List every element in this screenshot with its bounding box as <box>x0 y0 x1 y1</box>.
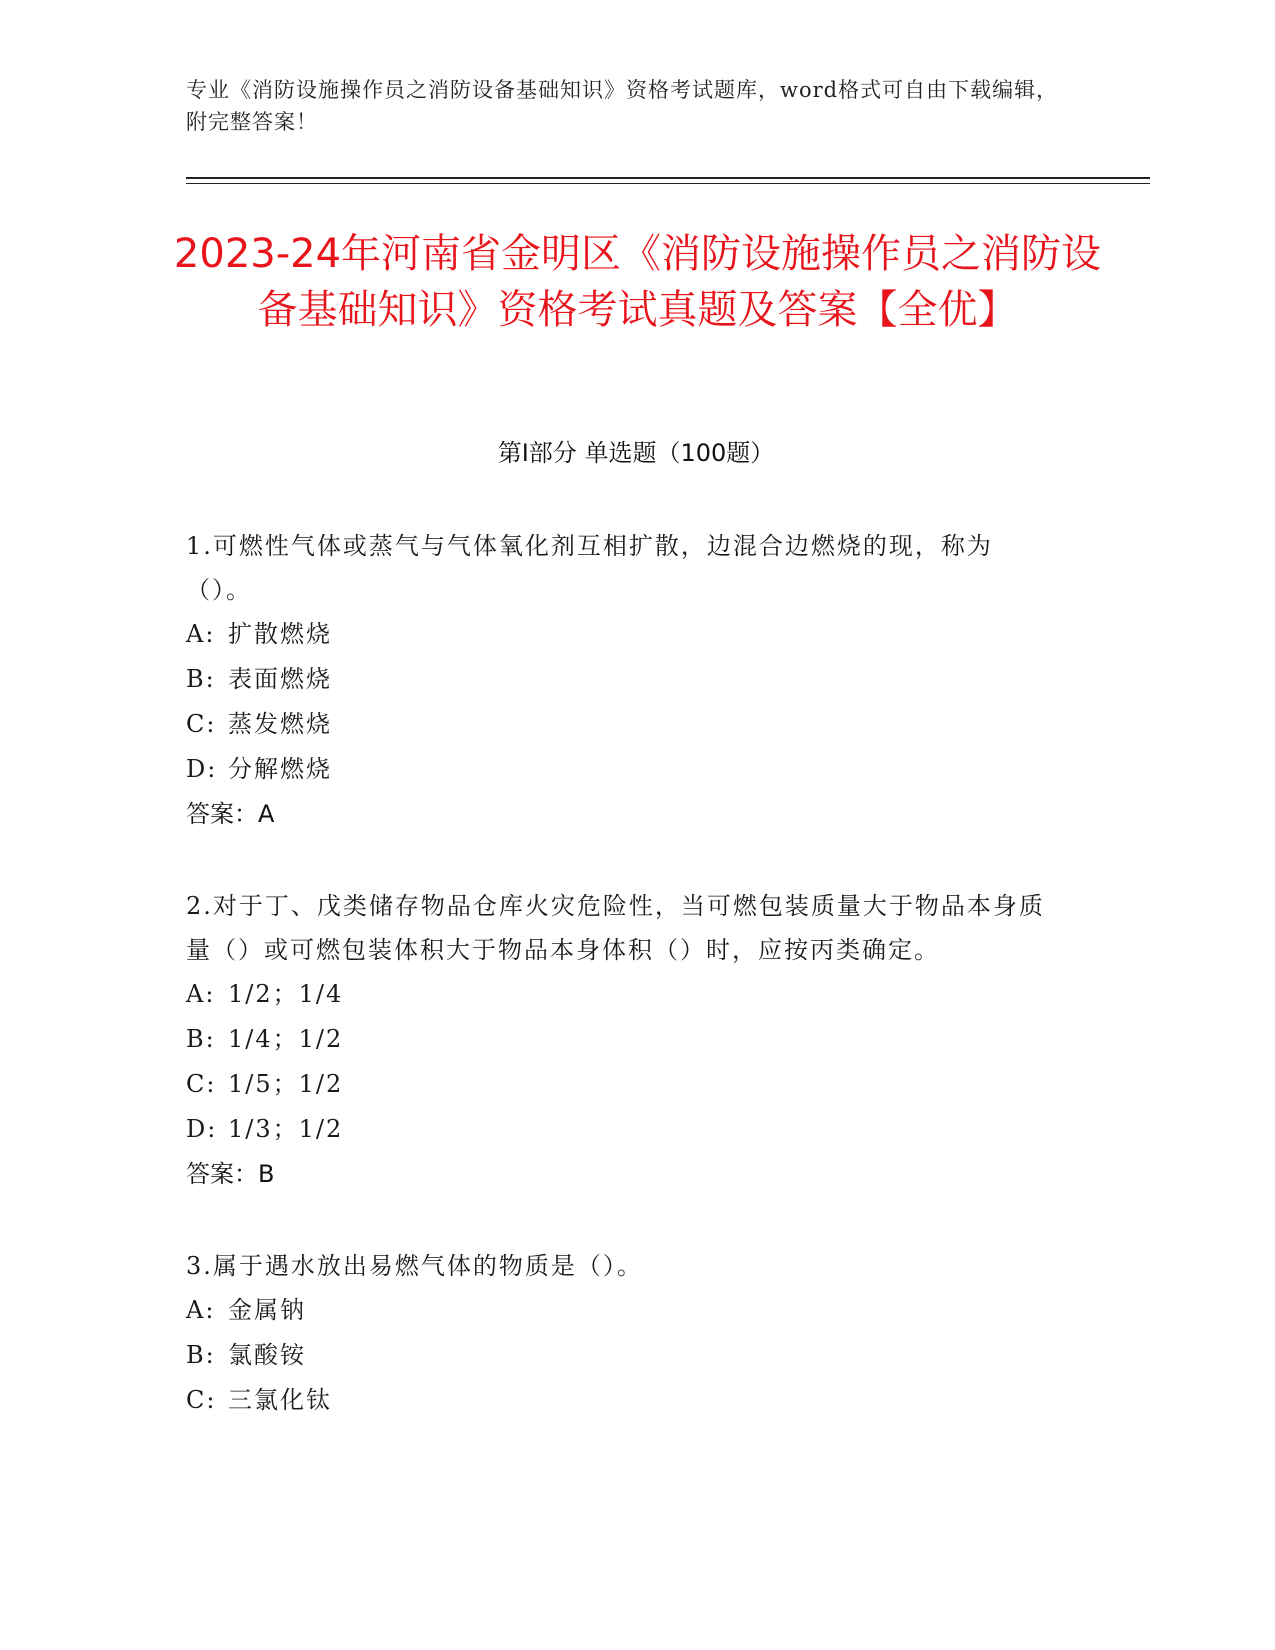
option-key: A: <box>186 620 216 648</box>
answer-line <box>186 1152 1046 1196</box>
option-c <box>186 1378 1046 1423</box>
option-key: D: <box>186 1115 218 1143</box>
option-key: D: <box>186 755 218 783</box>
section-title: 第I部分 单选题（100题） <box>497 439 775 467</box>
question-3 <box>186 1244 1046 1423</box>
option-text: 1/4；1/2 <box>228 1025 344 1053</box>
header-rule-thin <box>186 183 1150 184</box>
header-note: 专业《消防设施操作员之消防设备基础知识》资格考试题库，word格式可自由下载编辑，附完整答案！ <box>186 78 1059 134</box>
question-2 <box>186 884 1046 1196</box>
option-text: 氯酸铵 <box>228 1341 306 1369</box>
answer-label: 答案： <box>186 800 258 828</box>
document-title: 2023-24年河南省金明区《消防设施操作员之消防设备基础知识》资格考试真题及答案【全优】 <box>173 231 1102 333</box>
option-b <box>186 1017 1046 1062</box>
option-a <box>186 1288 1046 1333</box>
question-1 <box>186 524 1046 836</box>
question-stem: 3.属于遇水放出易燃气体的物质是（）。 <box>186 1252 643 1280</box>
option-a <box>186 972 1046 1017</box>
option-text: 金属钠 <box>228 1296 306 1324</box>
option-text: 蒸发燃烧 <box>228 710 332 738</box>
option-d <box>186 747 1046 792</box>
option-key: B: <box>186 1341 216 1369</box>
question-list <box>186 524 1046 1471</box>
option-b <box>186 1333 1046 1378</box>
option-key: A: <box>186 1296 216 1324</box>
option-text: 分解燃烧 <box>228 755 332 783</box>
option-key: B: <box>186 1025 216 1053</box>
question-stem: 1.可燃性气体或蒸气与气体氧化剂互相扩散，边混合边燃烧的现，称为（）。 <box>186 532 993 604</box>
option-c <box>186 702 1046 747</box>
option-key: C: <box>186 1386 217 1414</box>
answer-value: B <box>258 1160 275 1188</box>
question-stem: 2.对于丁、戊类储存物品仓库火灾危险性，当可燃包装质量大于物品本身质量（）或可燃包装体积大于物品本身体积（）时，应按丙类确定。 <box>186 892 1045 964</box>
option-text: 扩散燃烧 <box>228 620 332 648</box>
answer-line <box>186 792 1046 836</box>
option-key: B: <box>186 665 216 693</box>
answer-label: 答案： <box>186 1160 258 1188</box>
option-key: C: <box>186 710 217 738</box>
option-key: C: <box>186 1070 217 1098</box>
option-a <box>186 612 1046 657</box>
option-d <box>186 1107 1046 1152</box>
option-c <box>186 1062 1046 1107</box>
option-key: A: <box>186 980 216 1008</box>
answer-value: A <box>258 800 275 828</box>
option-text: 1/2；1/4 <box>228 980 344 1008</box>
option-b <box>186 657 1046 702</box>
option-text: 1/5；1/2 <box>228 1070 344 1098</box>
header-rule-thick <box>186 177 1150 179</box>
option-text: 三氯化钛 <box>228 1386 332 1414</box>
option-text: 1/3；1/2 <box>228 1115 344 1143</box>
option-text: 表面燃烧 <box>228 665 332 693</box>
